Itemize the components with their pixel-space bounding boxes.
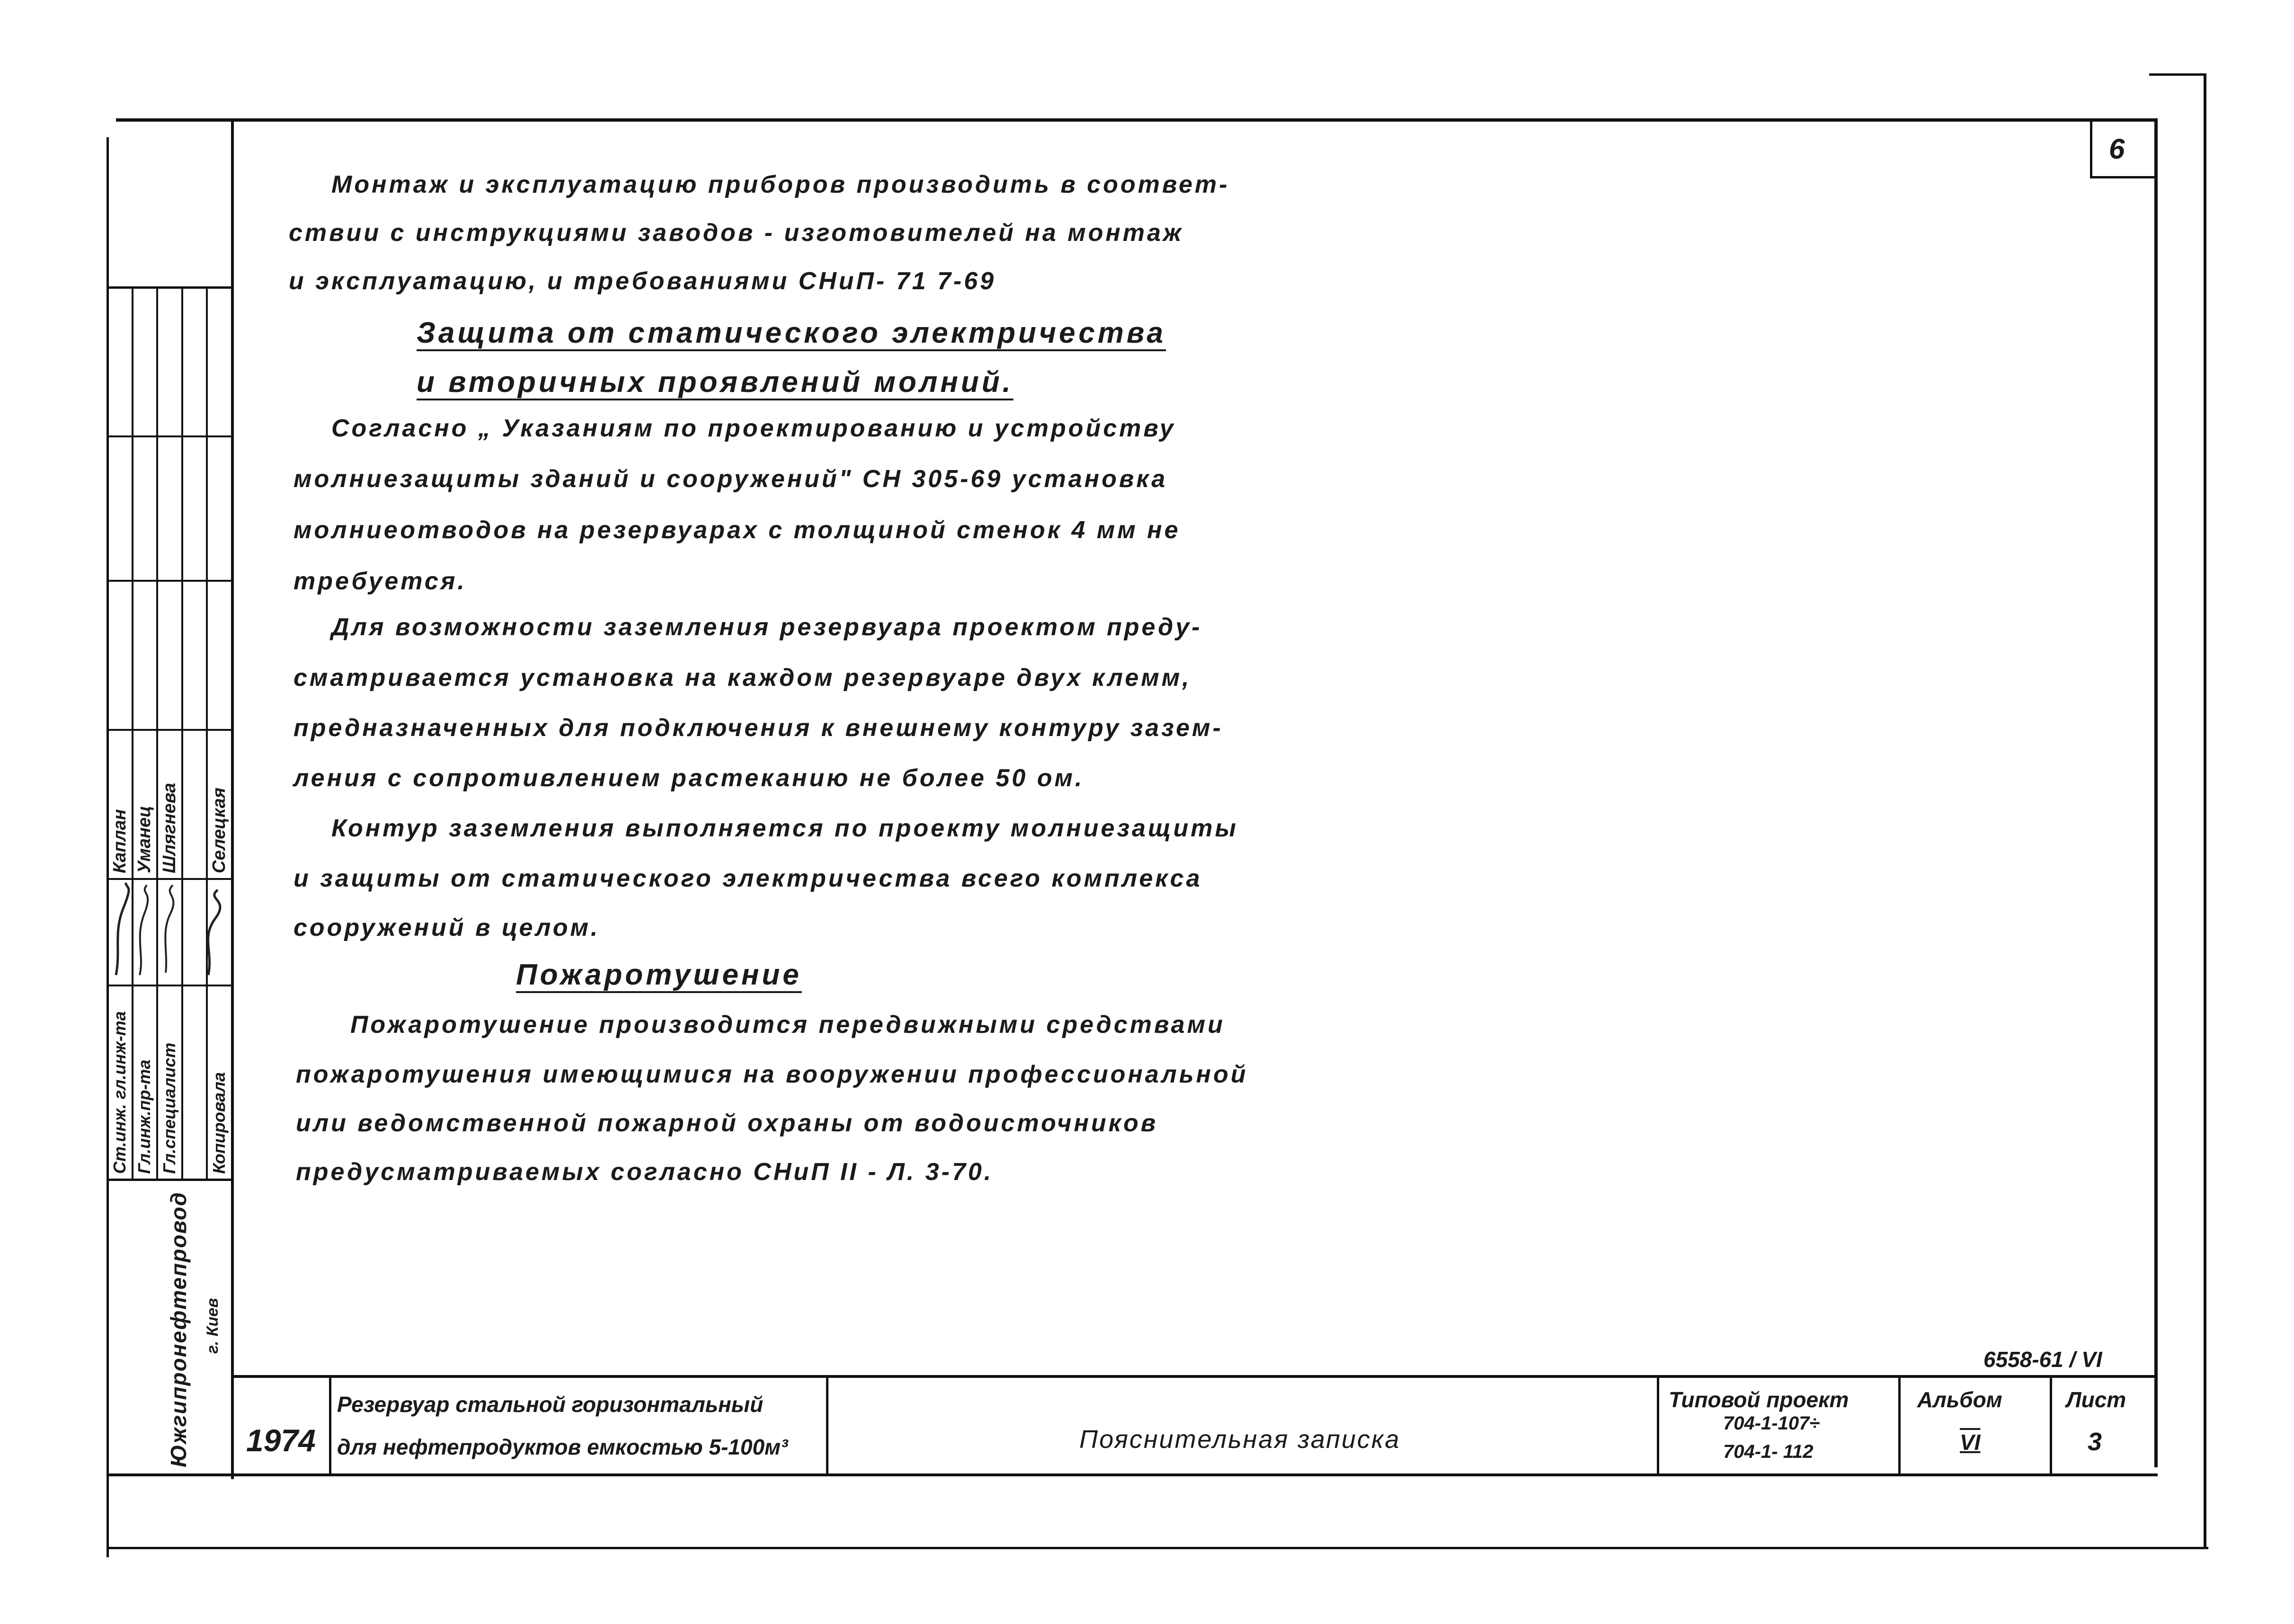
title-block-sheet-label: Лист <box>2066 1387 2126 1412</box>
side-stamp-row-2 <box>107 580 232 582</box>
side-stamp-col-3 <box>181 286 183 1181</box>
page-number-box-left <box>2090 121 2092 177</box>
p5-line-1: Пожаротушение производится передвижными средствами <box>350 1011 1225 1038</box>
side-stamp-row-1 <box>107 435 232 437</box>
title-block-object-line-1: Резервуар стальной горизонтальный <box>337 1392 764 1417</box>
side-stamp-role-1: Ст.инж. гл.инж-та <box>110 1011 129 1174</box>
title-block-col-year <box>329 1375 331 1474</box>
p3-line-3: предназначенных для подключения к внешнему контуру зазем- <box>293 714 1223 742</box>
title-block-top <box>232 1375 2156 1378</box>
side-stamp-name-1: Каплан <box>110 809 130 873</box>
side-stamp-top <box>107 286 232 289</box>
title-block-album-label: Альбом <box>1917 1387 2002 1412</box>
side-stamp-role-2: Гл.инж.пр-та <box>134 1059 154 1174</box>
side-stamp-organization: Южгипронефтепровод <box>166 1191 191 1467</box>
heading-fire-fighting: Пожаротушение <box>516 958 802 991</box>
p5-line-3: или ведомственной пожарной охраны от водоисточников <box>296 1109 1158 1137</box>
side-stamp-name-4: Селецкая <box>209 787 229 873</box>
side-stamp-role-4: Копировала <box>209 1072 229 1174</box>
side-stamp-name-3: Шлягнева <box>160 782 179 873</box>
p4-line-3: сооружений в целом. <box>293 914 600 941</box>
p1-line-2: ствии с инструкциями заводов - изготовителей на монтаж <box>289 219 1184 247</box>
p2-line-3: молниеотводов на резервуарах с толщиной стенок 4 мм не <box>293 516 1181 544</box>
title-block-year: 1974 <box>246 1423 316 1458</box>
title-block-project-label: Типовой проект <box>1669 1387 1849 1412</box>
side-stamp-name-2: Уманец <box>134 806 154 873</box>
p5-line-2: пожаротушения имеющимися на вооружении профессиональной <box>296 1061 1248 1088</box>
title-block-document-title: Пояснительная записка <box>1079 1425 1401 1454</box>
title-block-col-project <box>1898 1375 1901 1474</box>
frame-right-edge <box>2154 118 2158 1467</box>
p2-line-1: Согласно „ Указаниям по проектированию и устройству <box>331 415 1176 442</box>
side-stamp-signatures <box>107 880 232 989</box>
corner-mark-right <box>2204 73 2206 1548</box>
side-stamp-col-2 <box>156 286 158 1181</box>
frame-left-edge <box>231 121 234 1479</box>
document-code: 6558-61 / VI <box>1983 1347 2102 1372</box>
p5-line-4: предусматриваемых согласно СНиП II - Л. 3-70. <box>296 1158 994 1186</box>
p2-line-2: молниезащиты зданий и сооружений" СН 305-69 установка <box>293 465 1168 493</box>
side-stamp-role-3: Гл.специалист <box>160 1042 179 1174</box>
page-number: 6 <box>2109 133 2125 165</box>
p3-line-4: ления с сопротивлением растеканию не более 50 ом. <box>293 764 1085 792</box>
side-stamp-city: г. Киев <box>204 1298 222 1354</box>
sheet-bottom-edge <box>107 1547 2208 1549</box>
title-block-col-title <box>1657 1375 1659 1474</box>
title-block-col-object <box>826 1375 828 1474</box>
p1-line-1: Монтаж и эксплуатацию приборов производить в соответ- <box>331 171 1230 198</box>
margin-left-edge <box>107 137 109 1557</box>
p2-line-4: требуется. <box>293 568 467 595</box>
side-stamp-row-4 <box>107 878 232 880</box>
p3-line-1: Для возможности заземления резервуара проектом преду- <box>331 613 1202 641</box>
page-number-box-bottom <box>2090 176 2156 178</box>
side-stamp-row-3 <box>107 729 232 731</box>
title-block-project-number-2: 704-1- 112 <box>1723 1441 1814 1462</box>
side-stamp-col-4 <box>206 286 208 1181</box>
heading-static-electricity-2: и вторичных проявлений молний. <box>417 366 1014 399</box>
p4-line-1: Контур заземления выполняется по проекту молниезащиты <box>331 815 1238 842</box>
p1-line-3: и эксплуатацию, и требованиями СНиП- 71 7-69 <box>289 267 996 295</box>
side-stamp-col-1 <box>132 286 133 1181</box>
title-block-album-value: VI <box>1960 1430 1981 1455</box>
corner-mark-top <box>2149 73 2206 76</box>
title-block-object-line-2: для нефтепродуктов емкостью 5-100м³ <box>337 1435 788 1459</box>
frame-top-edge <box>116 118 2156 122</box>
p3-line-2: сматривается установка на каждом резервуаре двух клемм, <box>293 664 1191 692</box>
title-block-col-album <box>2050 1375 2052 1474</box>
side-stamp-row-6 <box>107 1179 232 1181</box>
p4-line-2: и защиты от статического электричества всего комплекса <box>293 865 1202 892</box>
heading-static-electricity-1: Защита от статического электричества <box>417 317 1166 349</box>
title-block-project-number-1: 704-1-107÷ <box>1723 1413 1820 1434</box>
frame-bottom-edge <box>107 1473 2158 1476</box>
title-block-sheet-value: 3 <box>2088 1428 2102 1456</box>
